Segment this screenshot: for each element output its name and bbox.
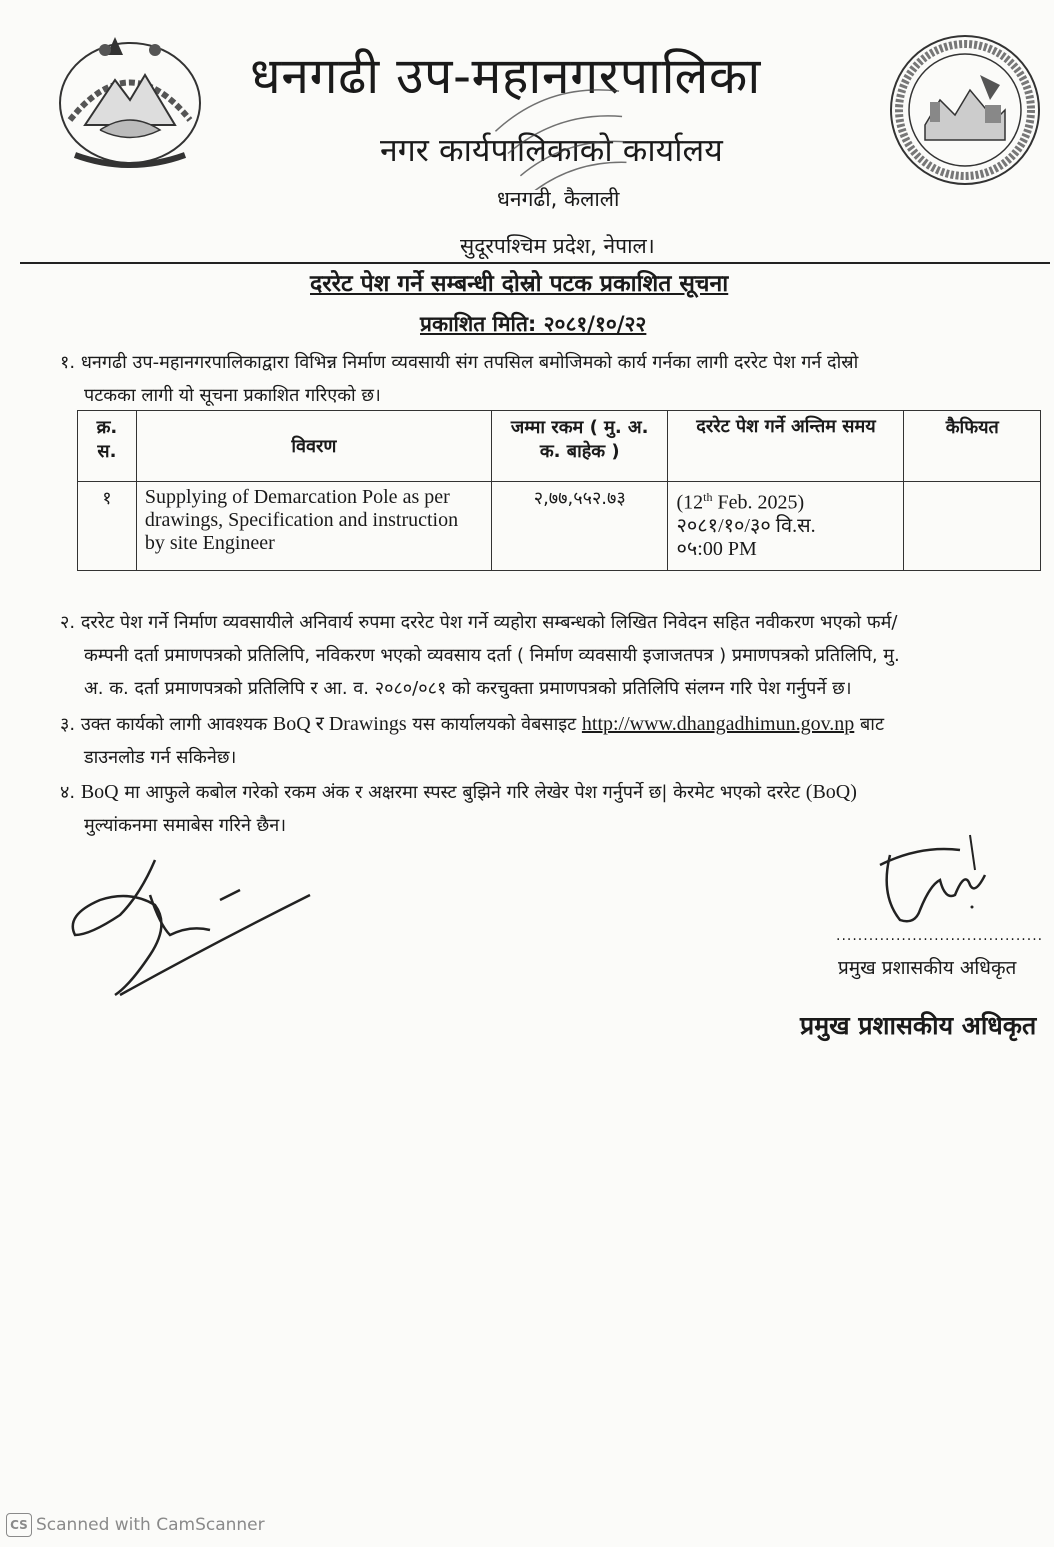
paragraph-text: मुल्यांकनमा समाबेस गरिने छैन। xyxy=(84,815,287,836)
watermark-text: Scanned with CamScanner xyxy=(36,1515,265,1535)
col-header-deadline: दररेट पेश गर्ने अन्तिम समय xyxy=(668,411,904,482)
paragraph-1 xyxy=(60,346,1040,412)
cell-desc: Supplying of Demarcation Pole as per drawings, Specification and instruction by site Engineer xyxy=(136,482,491,571)
header-divider xyxy=(20,262,1050,264)
paragraph-number: १. xyxy=(60,352,76,373)
deadline-time: ०५:00 PM xyxy=(676,537,757,560)
paragraph-text: BoQ xyxy=(80,781,119,803)
paragraph-number: ४. xyxy=(60,782,76,803)
signature-left-icon xyxy=(60,855,320,1005)
paragraph-text: कम्पनी दर्ता प्रमाणपत्रको प्रतिलिपि, नविकरण भएको व्यवसाय दर्ता ( निर्माण व्यवसायी इजाजतपत्र ) प्रमाणपत्रको प्रतिलिपि, मु. xyxy=(84,645,900,666)
paragraph-2 xyxy=(60,606,1040,705)
paragraph-3 xyxy=(60,708,1040,774)
paragraph-text: डाउनलोड गर्न सकिनेछ। xyxy=(84,747,237,768)
signatory-stamp: प्रमुख प्रशासकीय अधिकृत xyxy=(800,1011,1037,1040)
paragraph-text: अ. क. दर्ता प्रमाणपत्रको प्रतिलिपि र आ. व. २०८०/०८१ को करचुक्ता प्रमाणपत्रको प्रतिलिपि संलग्न गरि पेश गर्नुपर्ने छ। xyxy=(84,678,852,699)
deadline-en: (12 xyxy=(676,491,704,514)
signature-dotted-line: ...................................... xyxy=(836,928,1044,944)
paragraph-text: मा आफुले कबोल गरेको रकम अंक र अक्षरमा स्पस्ट बुझिने गरि लेखेर पेश गर्नुपर्ने छ| केरमेट भएको दररेट xyxy=(124,782,801,803)
office-title: नगर कार्यपालिकाको कार्यालय xyxy=(380,131,723,169)
paragraph-text: पटकका लागी यो सूचना प्रकाशित गरिएको छ। xyxy=(84,385,381,406)
col-header-amount: जम्मा रकम ( मु. अ. क. बाहेक ) xyxy=(492,411,668,482)
paragraph-text: उक्त कार्यको लागी आवश्यक xyxy=(80,714,268,735)
nepal-emblem-icon xyxy=(45,25,215,180)
paragraph-text: दररेट पेश गर्ने निर्माण व्यवसायीले अनिवार्य रुपमा दररेट पेश गर्ने व्यहोरा सम्बन्धको लिखित निवेदन सहित नवीकरण भएको फर्म/ xyxy=(80,612,898,633)
org-title: धनगढी उप-महानगरपालिका xyxy=(250,47,761,105)
col-header-desc: विवरण xyxy=(136,411,491,482)
website-link[interactable]: http://www.dhangadhimun.gov.np xyxy=(581,713,855,735)
paragraph-number: २. xyxy=(60,612,76,633)
table-header-row xyxy=(78,411,1041,482)
deadline-sup: th xyxy=(703,490,713,504)
cell-amount: २,७७,५५२.७३ xyxy=(492,482,668,571)
notice-title: दररेट पेश गर्ने सम्बन्धी दोस्रो पटक प्रकाशित सूचना xyxy=(310,271,729,297)
table-row xyxy=(78,482,1041,571)
municipality-logo-icon xyxy=(885,30,1045,190)
paragraph-text: धनगढी उप-महानगरपालिकाद्वारा विभिन्न निर्माण व्यवसायी संग तपसिल बमोजिमको कार्य गर्नका लागी दररेट पेश गर्न दोस्रो xyxy=(80,352,859,373)
col-header-remarks: कैफियत xyxy=(904,411,1041,482)
cell-sn: १ xyxy=(78,482,137,571)
camscanner-logo-icon: CS xyxy=(6,1513,32,1537)
paragraph-number: ३. xyxy=(60,714,76,735)
deadline-en-rest: Feb. 2025) xyxy=(712,491,805,514)
city-line: धनगढी, कैलाली xyxy=(497,187,620,211)
cell-remarks xyxy=(904,482,1041,571)
paragraph-text: BoQ र Drawings xyxy=(272,713,407,735)
office-stamp-icon xyxy=(470,80,660,190)
tender-table xyxy=(77,410,1041,571)
camscanner-watermark xyxy=(6,1513,265,1537)
paragraph-text: यस कार्यालयको वेबसाइट xyxy=(412,714,577,735)
signature-right-icon xyxy=(860,825,1010,935)
cell-deadline xyxy=(668,482,904,571)
paragraph-text: बाट xyxy=(860,714,885,735)
province-line: सुदूरपश्चिम प्रदेश, नेपाल। xyxy=(460,234,655,258)
col-header-sn: क्र. स. xyxy=(78,411,137,482)
signatory-title: प्रमुख प्रशासकीय अधिकृत xyxy=(838,957,1017,979)
deadline-np: २०८१/१०/३० वि.स. xyxy=(676,514,816,537)
paragraph-text: (BoQ) xyxy=(805,781,857,803)
published-date: प्रकाशित मिति: २०८१/१०/२२ xyxy=(420,312,647,336)
